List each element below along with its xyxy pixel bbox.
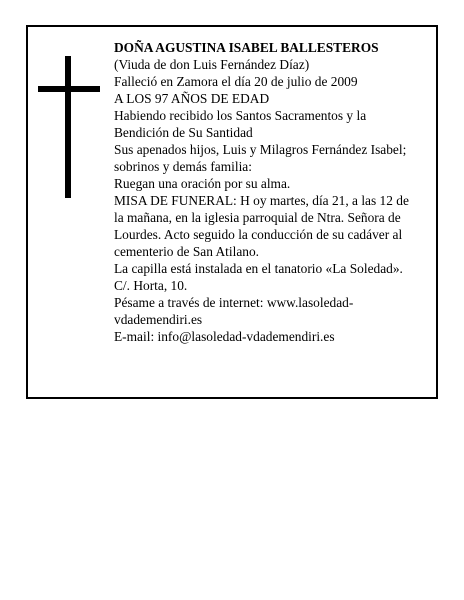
- family-line: Sus apenados hijos, Luis y Milagros Fernández Isabel; sobrinos y demás familia:: [114, 142, 407, 174]
- obituary-notice: [26, 25, 438, 399]
- obituary-text: [114, 39, 420, 345]
- sacraments-line: Habiendo recibido los Santos Sacramentos y la Bendición de Su Santidad: [114, 108, 367, 140]
- age-line: A LOS 97 AÑOS DE EDAD: [114, 91, 270, 106]
- funeral-mass-paragraph: MISA DE FUNERAL: H oy martes, día 21, a las 12 de la mañana, en la iglesia parroquial de Ntra. Señora de Lourdes. Acto seguido la conducción de su cadáver al cementerio de San Atilano.: [114, 193, 409, 259]
- condolences-paragraph: Pésame a través de internet: www.lasoledad-vdademendiri.es: [114, 295, 354, 327]
- cross-vertical-bar: [65, 56, 71, 198]
- widow-of-line: (Viuda de don Luis Fernández Díaz): [114, 57, 310, 72]
- deceased-name: DOÑA AGUSTINA ISABEL BALLESTEROS: [114, 40, 379, 55]
- chapel-paragraph: La capilla está instalada en el tanatorio «La Soledad». C/. Horta, 10.: [114, 261, 403, 293]
- email-line: E-mail: info@lasoledad-vdademendiri.es: [114, 329, 335, 344]
- prayer-line: Ruegan una oración por su alma.: [114, 176, 291, 191]
- death-line: Falleció en Zamora el día 20 de julio de 2009: [114, 74, 358, 89]
- cross-icon: [38, 56, 100, 198]
- cross-horizontal-bar: [38, 86, 100, 92]
